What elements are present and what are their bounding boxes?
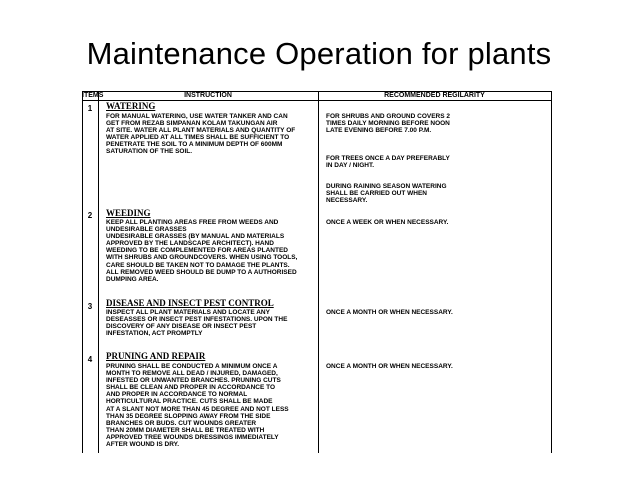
page-title: Maintenance Operation for plants xyxy=(86,36,552,71)
item-number: 4 xyxy=(87,355,93,364)
header-regularity: RECOMMENDED REGILARITY xyxy=(384,92,485,99)
item-regularity: ONCE A MONTH OR WHEN NECESSARY. xyxy=(326,363,453,370)
column-divider-items xyxy=(98,91,99,453)
header-items: ITEMS xyxy=(82,92,104,99)
item-regularity: FOR SHRUBS AND GROUND COVERS 2 TIMES DAILY MORNING BEFORE NOON LATE EVENING BEFORE 7.00 P.M. xyxy=(326,113,450,135)
item-regularity: ONCE A WEEK OR WHEN NECESSARY. xyxy=(326,219,449,226)
item-heading: DISEASE AND INSECT PEST CONTROL xyxy=(106,298,274,308)
column-divider-instruction xyxy=(318,91,319,453)
item-number: 3 xyxy=(87,302,93,311)
table-right-border xyxy=(551,91,552,453)
table-left-border xyxy=(82,91,83,453)
item-heading: WATERING xyxy=(106,101,156,111)
item-instruction: PRUNING SHALL BE CONDUCTED A MINIMUM ONCE A MONTH TO REMOVE ALL DEAD / INJURED, DAMAGED, INFESTED OR UNWANTED BRANCHES. PRUNING CUTS SHALL BE CLEAN AND PROPER IN ACCORDANCE TO AND PROPER IN ACCORDANCE TO NORMAL HORTICULTURAL PRACTICE. CUTS SHALL BE MADE AT A SLANT NOT MORE THAN 45 DEGREE AND NOT LESS THAN 35 DEGREE SLOPPING AWAY FROM THE SIDE BRANCHES OR BUDS. CUT WOUNDS GREATER THAN 20MM DIAMETER SHALL BE TREATED WITH APPROVED TREE WOUNDS DRESSINGS IMMEDIATELY AFTER WOUND IS DRY. xyxy=(106,363,289,449)
item-instruction: INSPECT ALL PLANT MATERIALS AND LOCATE ANY DESEASSES OR INSECT PEST INFESTATIONS. UPON THE DISCOVERY OF ANY DISEASE OR INSECT PEST INFESTATION, ACT PROMPTLY xyxy=(106,309,288,338)
maintenance-table xyxy=(82,91,552,453)
header-instruction: INSTRUCTION xyxy=(184,92,232,99)
item-regularity: ONCE A MONTH OR WHEN NECESSARY. xyxy=(326,309,453,316)
item-number: 2 xyxy=(87,211,93,220)
item-heading: PRUNING AND REPAIR xyxy=(106,351,206,361)
item-number: 1 xyxy=(87,104,93,113)
item-heading: WEEDING xyxy=(106,208,151,218)
item-instruction: FOR MANUAL WATERING, USE WATER TANKER AND CAN GET FROM REZAB SIMPANAN KOLAM TAKUNGAN AIR AT SITE. WATER ALL PLANT MATERIALS AND QUANTITY OF WATER APPLIED AT ALL TIMES SHALL BE SUFFICIENT TO PENETRATE THE SOIL TO A MINIMUM DEPTH OF 600MM SATURATION OF THE SOIL. xyxy=(106,113,296,156)
item-regularity: FOR TREES ONCE A DAY PREFERABLY IN DAY / NIGHT. xyxy=(326,155,450,170)
item-instruction: KEEP ALL PLANTING AREAS FREE FROM WEEDS AND UNDESIRABLE GRASSES UNDESIRABLE GRASSES (BY MANUAL AND MATERIALS APPROVED BY THE LANDSCAPE ARCHITECT). HAND WEEDING TO BE COMPLEMENTED FOR AREAS PLANTED WITH SHRUBS AND GROUNDCOVERS. WHEN USING TOOLS, CARE SHOULD BE TAKEN NOT TO DAMAGE THE PLANTS. ALL REMOVED WEED SHOULD BE DUMP TO A AUTHORISED DUMPING AREA. xyxy=(106,219,298,283)
item-regularity: DURING RAINING SEASON WATERING SHALL BE CARRIED OUT WHEN NECESSARY. xyxy=(326,183,447,205)
